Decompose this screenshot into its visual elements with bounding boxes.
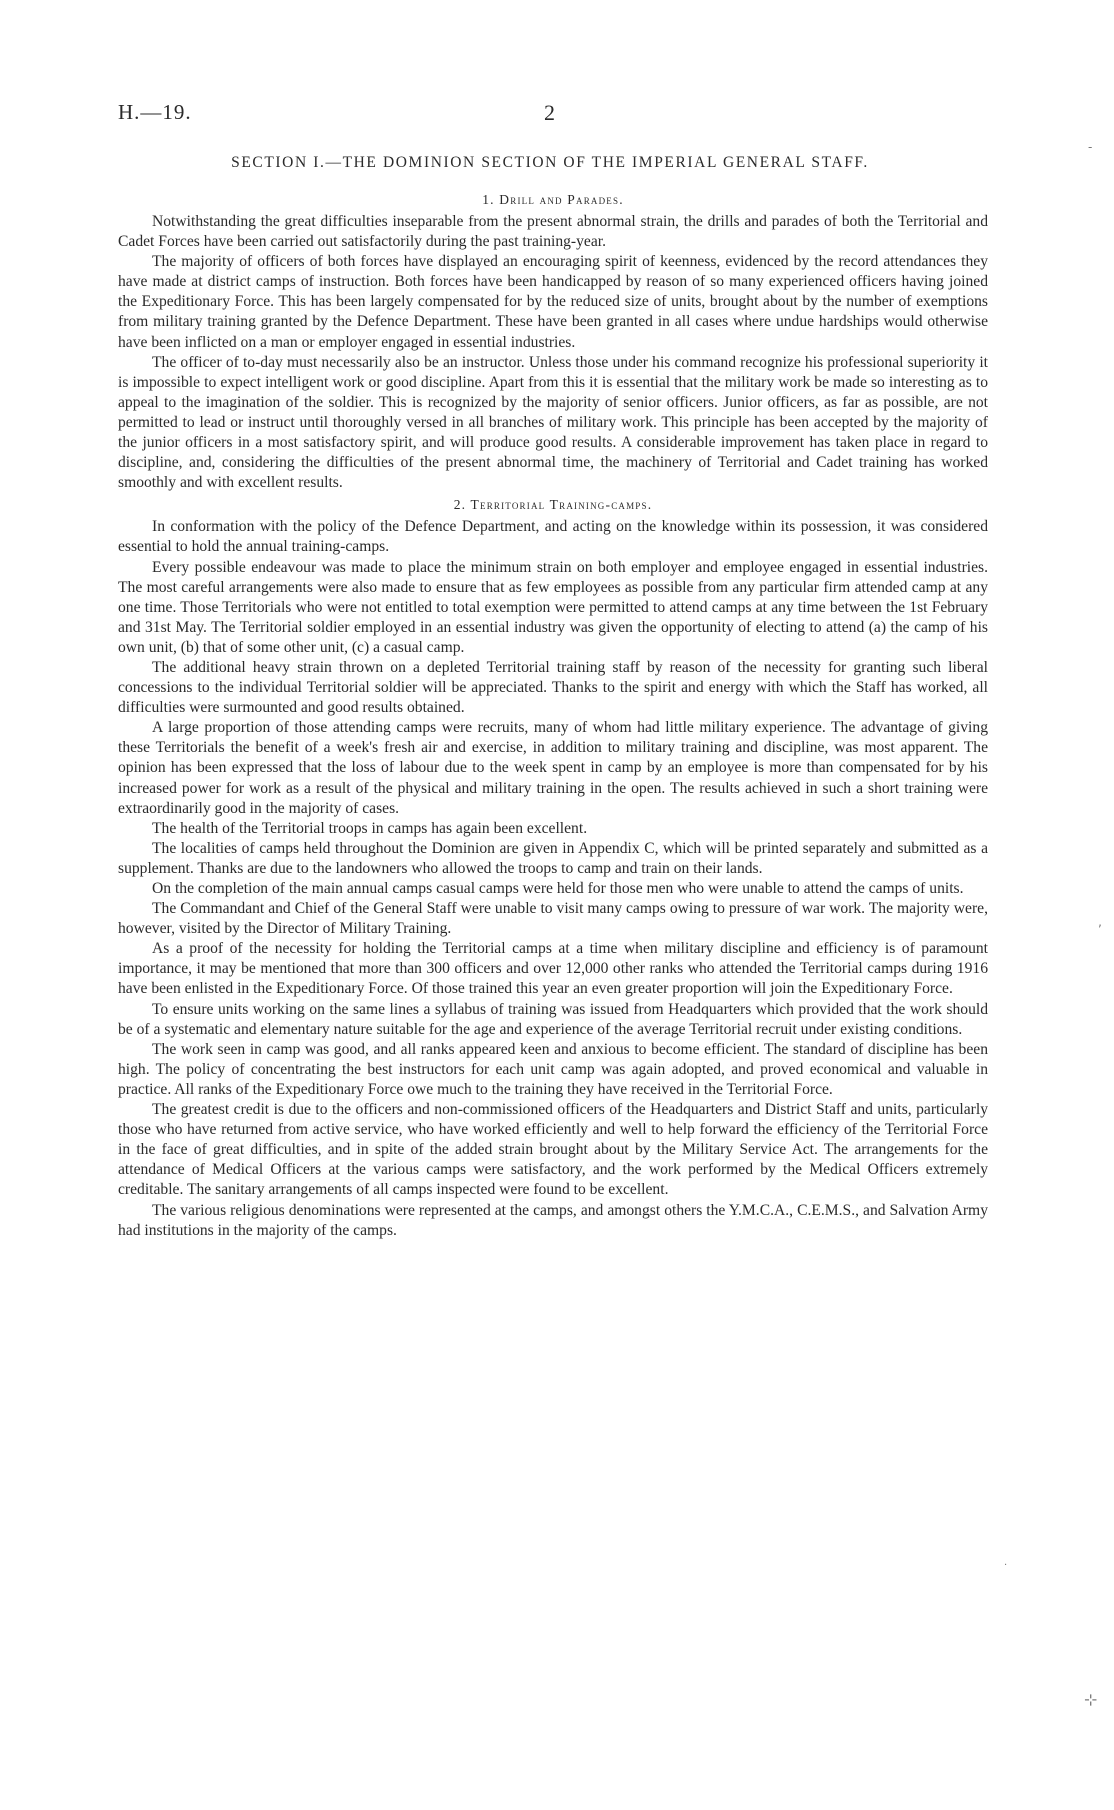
paragraph: The various religious denominations were represented at the camps, and amongst others the Y.M.C.A., C.E.M.S., and Salvation Army had institutions in the majority of the camps. xyxy=(118,1201,988,1239)
paragraph: In conformation with the policy of the Defence Department, and acting on the knowledge within its possession, it was considered essential to hold the annual training-camps. xyxy=(118,518,988,556)
document-body xyxy=(118,190,988,1241)
subsection-drill-and-parades xyxy=(118,190,988,493)
scan-mark: - xyxy=(1088,140,1093,154)
paragraph: The health of the Territorial troops in camps has again been excellent. xyxy=(152,819,588,837)
paragraph: Every possible endeavour was made to place the minimum strain on both employer and employee engaged in essential industries. The most careful arrangements were also made to ensure that as few employees as possible from any particular firm attended camp at any one time. Those Territorials who were not entitled to total exemption were permitted to attend camps at any time between the 1st February and 31st May. The Territorial soldier employed in an essential industry was given the opportunity of electing to attend (a) the camp of his own unit, (b) that of some other unit, (c) a casual camp. xyxy=(118,558,988,656)
paragraph: The officer of to-day must necessarily also be an instructor. Unless those under his command recognize his professional superiority it is impossible to expect intelligent work or good discipline. Apart from this it is essential that the military work be made so interesting as to appeal to the imagination of the soldier. This is recognized by the majority of senior officers. Junior officers, as far as possible, are not permitted to lead or instruct until thoroughly versed in all branches of military work. This principle has been accepted by the majority of the junior officers in a most satisfactory spirit, and will produce good results. A considerable improvement has taken place in regard to discipline, and, considering the difficulties of the present abnormal time, the machinery of Territorial and Cadet training has worked smoothly and with excellent results. xyxy=(118,353,988,492)
subsection-heading: 2. Territorial Training-camps. xyxy=(453,497,653,513)
scan-mark: ‚ xyxy=(1098,915,1102,929)
page-number: 2 xyxy=(544,100,555,125)
paragraph: The work seen in camp was good, and all ranks appeared keen and anxious to become efficient. The standard of discipline has been high. The policy of concentrating the best instructors for each unit camp was again adopted, and proved economical and valuable in practice. All ranks of the Expeditionary Force owe much to the training they have received in the Territorial Force. xyxy=(118,1040,988,1098)
paragraph: Notwithstanding the great difficulties inseparable from the present abnormal strain, the drills and parades of both the Territorial and Cadet Forces have been carried out satisfactorily during the past training-year. xyxy=(118,213,988,251)
paragraph: The localities of camps held throughout the Dominion are given in Appendix C, which will be printed separately and submitted as a supplement. Thanks are due to the landowners who allowed the troops to camp and train on their lands. xyxy=(118,839,988,877)
paragraph: The greatest credit is due to the officers and non-commissioned officers of the Headquarters and District Staff and units, particularly those who have returned from active service, who have worked efficiently and well to help forward the efficiency of the Territorial Force in the face of great difficulties, and in spite of the added strain brought about by the Military Service Act. The arrangements for the attendance of Medical Officers at the various camps were satisfactory, and the work performed by the Medical Officers extremely creditable. The sanitary arrangements of all camps inspected were found to be excellent. xyxy=(118,1101,988,1199)
paragraph: The Commandant and Chief of the General Staff were unable to visit many camps owing to pressure of war work. The majority were, however, visited by the Director of Military Training. xyxy=(118,900,988,938)
scan-mark: · xyxy=(1004,1560,1008,1571)
paragraph: The majority of officers of both forces have displayed an encouraging spirit of keenness, evidenced by the record attendances they have made at district camps of instruction. Both forces have been handicapped by reason of so many experienced officers having joined the Expeditionary Force. This has been largely compensated for by the reduced size of units, brought about by the number of exemptions from military training granted by the Defence Department. These have been granted in all cases where undue hardships would otherwise have been inflicted on a man or employer engaged in essential industries. xyxy=(118,253,988,351)
paragraph: As a proof of the necessity for holding the Territorial camps at a time when military discipline and efficiency is of paramount importance, it may be mentioned that more than 300 officers and over 12,000 other ranks who attended the Territorial camps during 1916 have been enlisted in the Expeditionary Force. Of those trained this year an even greater proportion will join the Expeditionary Force. xyxy=(118,940,988,998)
paragraph: On the completion of the main annual camps casual camps were held for those men who were unable to attend the camps of units. xyxy=(152,880,964,897)
section-title: SECTION I.—THE DOMINION SECTION OF THE IMPERIAL GENERAL STAFF. xyxy=(231,154,869,171)
document-code: H.—19. xyxy=(118,100,192,124)
subsection-territorial-training-camps xyxy=(118,495,988,1240)
paragraph: A large proportion of those attending camps were recruits, many of whom had little military experience. The advantage of giving these Territorials the benefit of a week's fresh air and exercise, in addition to military training and discipline, was most apparent. The opinion has been expressed that the loss of labour due to the week spent in camp by an employee is more than compensated for by his increased power for work as a result of the physical and military training in the open. The results achieved in such a short training were extraordinarily good in the majority of cases. xyxy=(118,719,988,817)
subsection-heading: 1. Drill and Parades. xyxy=(482,192,624,207)
page-header xyxy=(118,100,996,130)
paragraph: The additional heavy strain thrown on a depleted Territorial training staff by reason of the necessity for granting such liberal concessions to the individual Territorial soldier will be appreciated. Thanks to the spirit and energy with which the Staff has worked, all difficulties were surmounted and good results obtained. xyxy=(118,658,988,717)
scan-mark: ⊹ xyxy=(1084,1690,1098,1709)
paragraph: To ensure units working on the same lines a syllabus of training was issued from Headquarters which provided that the work should be of a systematic and elementary nature suitable for the age and experience of the average Territorial recruit under existing conditions. xyxy=(118,1000,988,1038)
